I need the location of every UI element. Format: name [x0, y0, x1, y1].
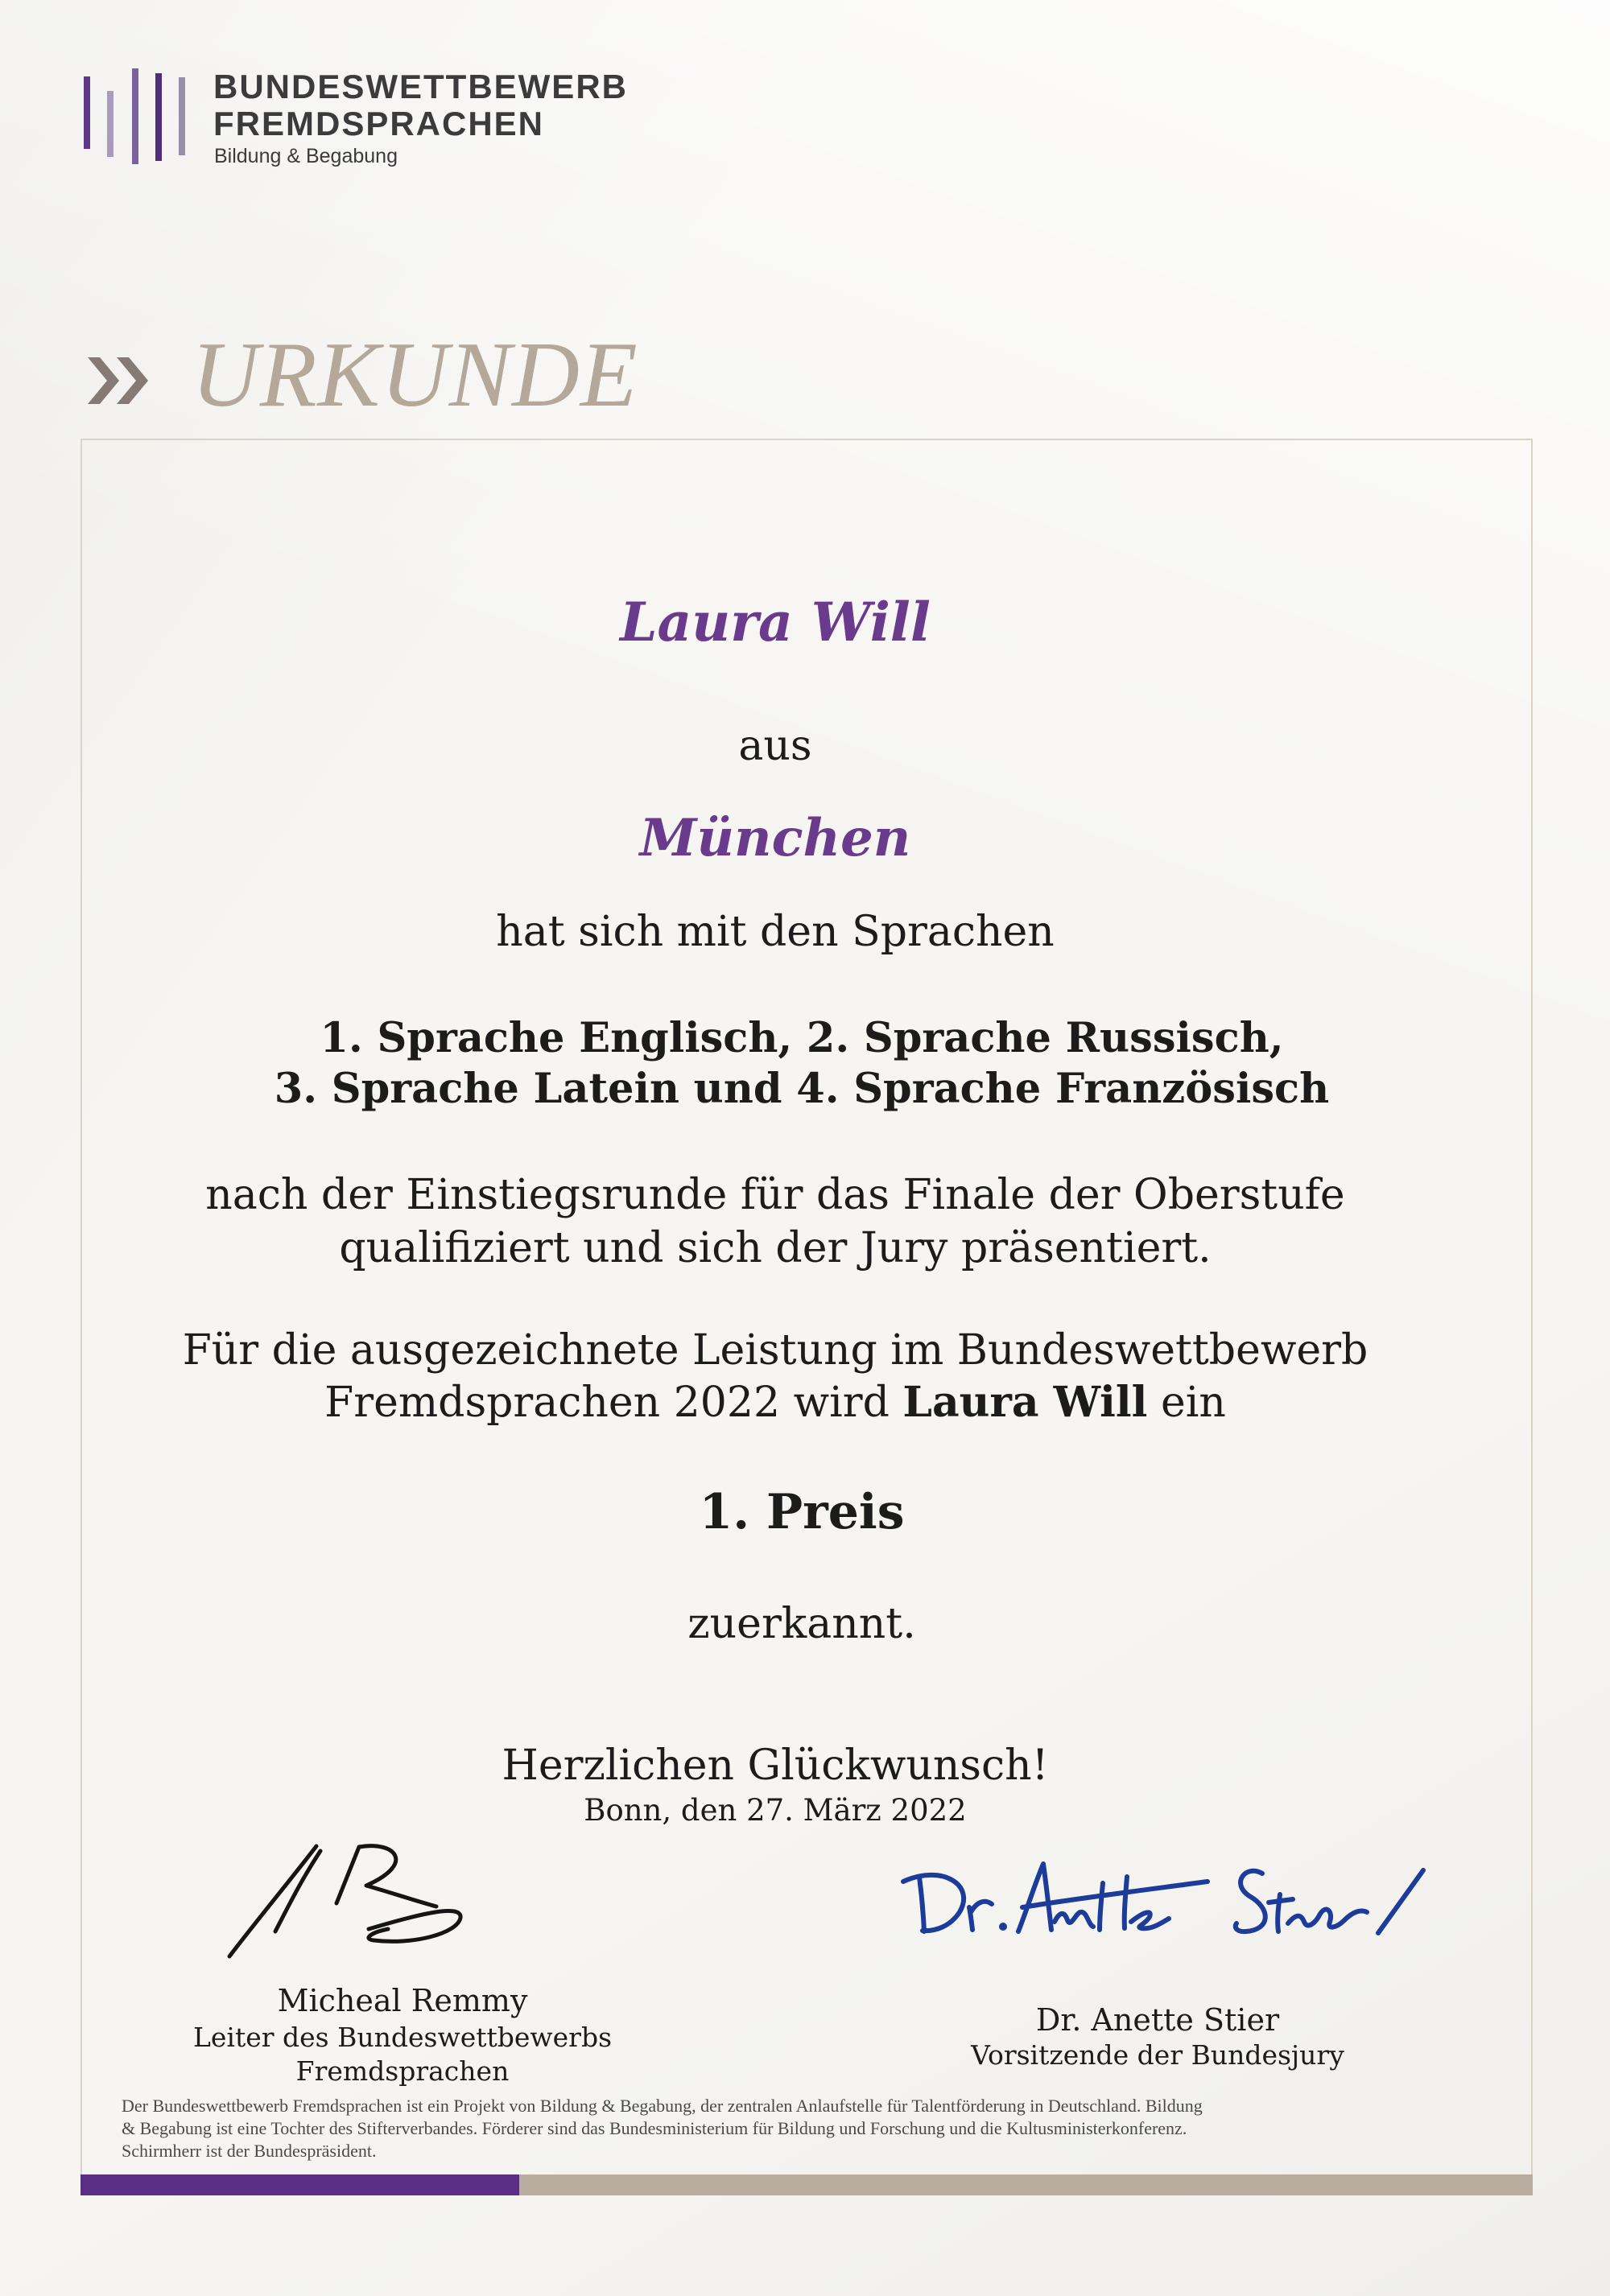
logo-bar	[132, 68, 138, 164]
award-recipient-name: Laura Will	[902, 1378, 1148, 1427]
double-chevron-right-icon	[85, 354, 157, 407]
signatory-role: Fremdsprachen	[295, 2055, 510, 2087]
footer-text-line: Der Bundeswettbewerb Fremdsprachen ist ein Projekt von Bildung & Begabung, der zentralen Anlaufstelle für Talentförderung in Deutschland. Bildung	[122, 2096, 1203, 2116]
signature-micheal-remmy	[201, 1823, 491, 1976]
logo-bar	[107, 91, 114, 157]
signatory-name: Micheal Remmy	[277, 1983, 528, 2018]
signatory-name: Dr. Anette Stier	[1035, 2002, 1280, 2038]
award-text-before-name: Fremdsprachen 2022 wird	[324, 1379, 890, 1427]
signatory-role: Vorsitzende der Bundesjury	[971, 2039, 1344, 2071]
logo-title-line-2: FREMDSPRACHEN	[213, 105, 545, 142]
footer-bar-purple	[80, 2174, 519, 2195]
award-text-after-name: ein	[1160, 1379, 1226, 1427]
recipient-name: Laura Will	[620, 591, 931, 653]
recipient-city: München	[639, 808, 911, 868]
logo-tagline: Bildung & Begabung	[214, 145, 398, 167]
languages-line: 3. Sprache Latein und 4. Sprache Französisch	[274, 1065, 1330, 1113]
signature-anette-stier	[886, 1835, 1449, 1972]
from-label: aus	[738, 722, 812, 770]
qualification-line: nach der Einstiegsrunde für das Finale der Oberstufe	[205, 1171, 1345, 1219]
award-line-1: Für die ausgezeichnete Leistung im Bundeswettbewerb	[182, 1326, 1368, 1375]
logo-bar	[155, 73, 162, 161]
place-date: Bonn, den 27. März 2022	[584, 1793, 967, 1828]
qualification-line: qualifiziert und sich der Jury präsentiert.	[339, 1224, 1212, 1272]
logo-bar	[179, 77, 185, 155]
awarded-text: zuerkannt.	[687, 1600, 916, 1648]
languages-line: 1. Sprache Englisch, 2. Sprache Russisch,	[320, 1014, 1284, 1062]
page-title: URKUNDE	[192, 324, 638, 427]
signatory-role: Leiter des Bundeswettbewerbs	[192, 2022, 613, 2053]
intro-text: hat sich mit den Sprachen	[496, 908, 1055, 956]
logo-title-line-1: BUNDESWETTBEWERB	[213, 68, 628, 105]
prize-title: 1. Preis	[699, 1484, 905, 1540]
footer-bar	[80, 2174, 1533, 2195]
vertical-bars-logo-icon	[76, 64, 193, 169]
logo-bar	[84, 76, 90, 149]
congratulations-text: Herzlichen Glückwunsch!	[502, 1742, 1049, 1790]
footer-bar-beige	[519, 2174, 1533, 2195]
footer-text-line: Schirmherr ist der Bundespräsident.	[122, 2141, 377, 2161]
footer-text-line: & Begabung ist eine Tochter des Stifterverbandes. Förderer sind das Bundesministerium für Bildung und Forschung und die Kultusministerkonferenz.	[122, 2118, 1187, 2138]
award-line-2	[0, 1378, 1550, 1428]
